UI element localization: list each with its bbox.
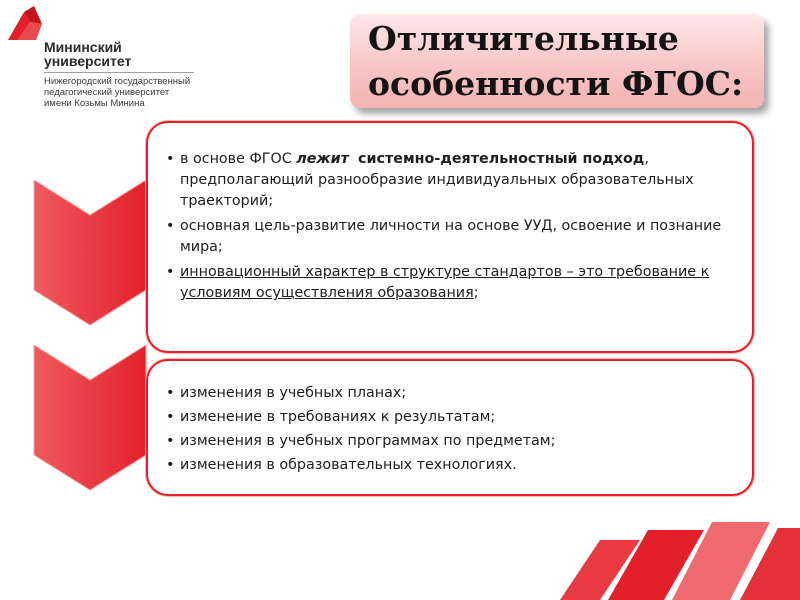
list-item: • изменения в учебных планах; (166, 383, 738, 404)
list-item: • изменения в образовательных технологиях. (166, 455, 738, 476)
list-item: • изменение в требованиях к результатам; (166, 407, 738, 428)
logo-sub-line1: Нижегородский государственный (44, 76, 191, 87)
underlined-text: инновационный характер в структуре стандартов – это требование к условиям осуществления образования (180, 264, 710, 301)
logo-name-line2: университет (44, 53, 132, 69)
logo-sub-line2: педагогический университет (44, 87, 170, 98)
list-item: • основная цель-развитие личности на основе УУД, освоение и познание мира; (166, 216, 738, 258)
logo-sub-line3: имени Козьмы Минина (44, 98, 145, 109)
emphasis-text: лежит (296, 151, 349, 167)
slide-title-line2: особенности ФГОС: (368, 64, 744, 103)
emphasis-text: системно-деятельностный подход (358, 151, 645, 167)
list-item: • изменения в учебных программах по предметам; (166, 431, 738, 452)
slide-title-line1: Отличительные (368, 19, 679, 58)
list-item: • в основе ФГОС лежит системно-деятельностный подход, предполагающий разнообразие индивидуальных образовательных траекторий; (166, 149, 738, 212)
list-item: • инновационный характер в структуре стандартов – это требование к условиям осуществления образования; (166, 262, 738, 304)
logo-name-line1: Мининский (44, 39, 122, 55)
